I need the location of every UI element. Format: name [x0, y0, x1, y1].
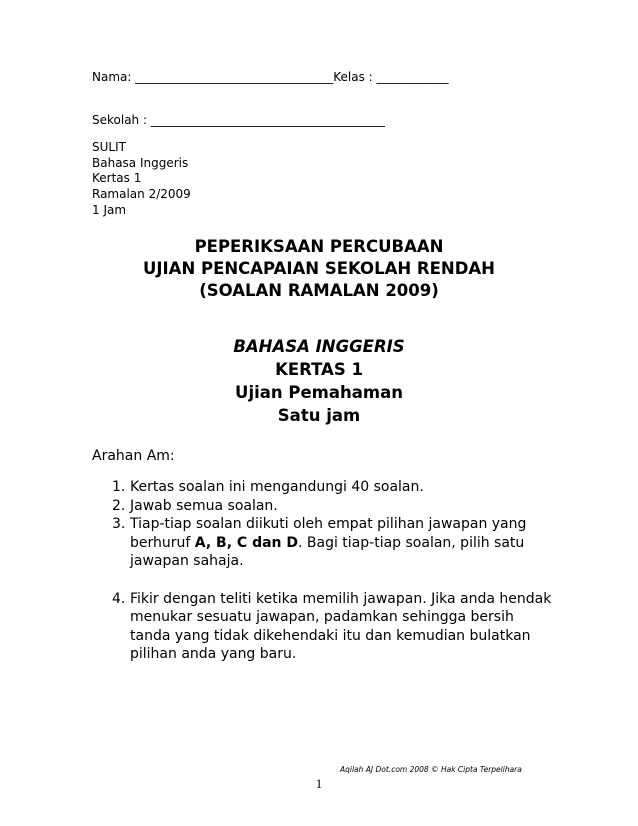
item-text: Tiap-tiap soalan diikuti oleh empat pilihan jawapan yang berhuruf: [130, 516, 527, 551]
list-item: [92, 515, 552, 571]
instructions-list: [92, 478, 552, 664]
item-number: 3.: [112, 516, 126, 532]
subject-block: [0, 335, 638, 427]
item-text: Fikir dengan teliti ketika memilih jawapan. Jika anda hendak menukar sesuatu jawapan, padamkan sehingga bersih tanda yang tidak dikehendaki itu dan kemudian bulatkan pilihan anda yang baru.: [130, 590, 552, 662]
subject-title: BAHASA INGGERIS: [233, 337, 405, 356]
item-options-bold: A, B, C dan D: [194, 534, 298, 551]
instructions-heading: Arahan Am:: [92, 448, 175, 464]
meta-series: Ramalan 2/2009: [92, 187, 191, 202]
meta-duration: 1 Jam: [92, 202, 127, 217]
nama-kelas-field-line: Nama: _________________________________Kelas : ____________: [92, 70, 449, 84]
duration-title: Satu jam: [277, 406, 361, 425]
meta-subject: Bahasa Inggeris: [92, 155, 189, 170]
paper-title: KERTAS 1: [275, 360, 363, 379]
item-number: 4.: [112, 590, 126, 607]
copyright-footer: Aqilah AJ Dot.com 2008 © Hak Cipta Terpelihara: [340, 765, 522, 774]
paper-meta-block: [92, 140, 191, 219]
list-item: [92, 497, 552, 516]
item-text: Kertas soalan ini mengandungi 40 soalan.: [130, 479, 424, 495]
list-item: [92, 478, 552, 497]
item-text: Jawab semua soalan.: [130, 497, 278, 514]
page-number: 1: [315, 776, 323, 791]
title-line-2: UJIAN PENCAPAIAN SEKOLAH RENDAH: [143, 259, 495, 278]
title-line-1: PEPERIKSAAN PERCUBAAN: [194, 237, 444, 256]
section-title: Ujian Pemahaman: [235, 383, 403, 402]
list-item: [92, 590, 552, 664]
exam-title: [0, 236, 638, 302]
title-line-3: (SOALAN RAMALAN 2009): [199, 281, 439, 300]
item-text-after: . Bagi tiap-tiap soalan, pilih satu jawapan sahaja.: [130, 534, 525, 569]
meta-paper: Kertas 1: [92, 171, 142, 186]
meta-sulit: SULIT: [92, 140, 126, 154]
item-number: 2.: [112, 497, 126, 514]
item-number: 1.: [112, 479, 126, 495]
sekolah-field-line: Sekolah : _______________________________________: [92, 113, 385, 127]
